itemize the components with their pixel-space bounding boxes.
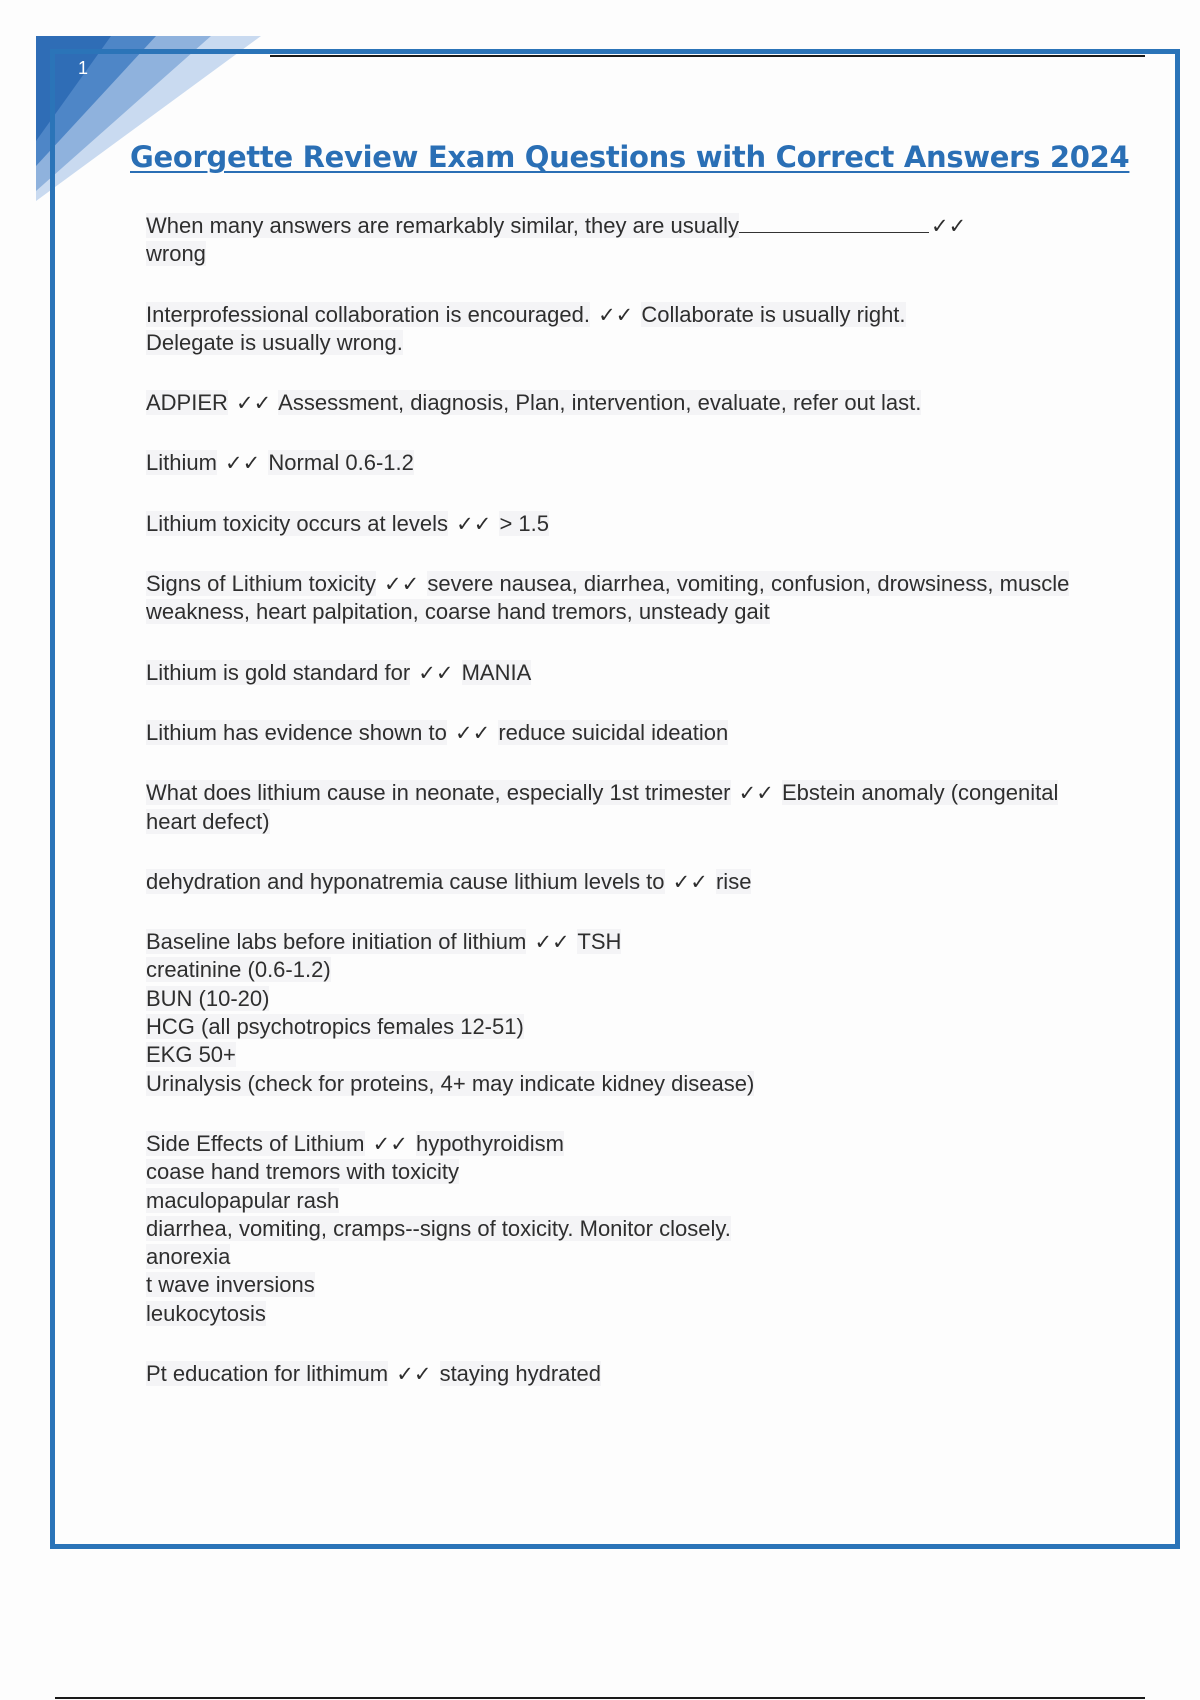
double-check-icon: ✓✓	[456, 511, 492, 536]
question-text: When many answers are remarkably similar, they are usually	[146, 213, 740, 238]
question-text: Lithium is gold standard for	[146, 659, 411, 685]
answer-text: Normal 0.6-1.2	[268, 450, 414, 476]
qa-item	[146, 928, 1076, 1098]
double-check-icon: ✓✓	[534, 930, 570, 955]
double-check-icon: ✓✓	[384, 572, 420, 597]
qa-item	[146, 389, 1076, 417]
double-check-icon: ✓✓	[396, 1362, 432, 1387]
qa-item	[146, 1130, 1076, 1328]
question-text: Side Effects of Lithium	[146, 1130, 365, 1156]
question-text: dehydration and hyponatremia cause lithium levels to	[146, 868, 665, 894]
double-check-icon: ✓✓	[672, 869, 708, 894]
double-check-icon: ✓✓	[236, 391, 272, 416]
double-check-icon: ✓✓	[225, 451, 261, 476]
double-check-icon: ✓✓	[454, 720, 491, 745]
answer-text: reduce suicidal ideation	[498, 719, 729, 745]
footer-rule	[55, 1697, 1145, 1699]
qa-item	[146, 659, 1076, 687]
qa-item	[146, 212, 1076, 269]
qa-item	[146, 510, 1076, 538]
qa-item	[146, 779, 1076, 836]
question-text: Pt education for lithimum	[146, 1361, 389, 1387]
question-text: Interprofessional collaboration is encouraged.	[146, 301, 590, 327]
qa-item	[146, 868, 1076, 896]
answer-text: wrong	[146, 241, 206, 267]
qa-item	[146, 570, 1076, 627]
question-text: Lithium has evidence shown to	[146, 719, 447, 745]
answer-text: severe nausea, diarrhea, vomiting, confusion, drowsiness, muscle weakness, heart palpitation, coarse hand tremors, unsteady gait	[146, 571, 1070, 625]
question-text: Signs of Lithium toxicity	[146, 571, 376, 597]
answer-text: Ebstein anomaly (congenital heart defect)	[146, 780, 1059, 834]
question-text: Lithium toxicity occurs at levels	[146, 510, 448, 536]
double-check-icon: ✓✓	[931, 214, 967, 238]
question-text: Baseline labs before initiation of lithium	[146, 929, 527, 955]
answer-blank	[739, 214, 929, 233]
answer-text: hypothyroidism coase hand tremors with toxicity maculopapular rash diarrhea, vomiting, cramps--signs of toxicity. Monitor closely. anorexia t wave inversions leukocytosis	[146, 1130, 731, 1326]
answer-text: MANIA	[461, 659, 532, 685]
qa-item	[146, 449, 1076, 477]
answer-text: Assessment, diagnosis, Plan, intervention, evaluate, refer out last.	[278, 390, 922, 416]
answer-text: TSH creatinine (0.6-1.2) BUN (10-20) HCG (all psychotropics females 12-51) EKG 50+ Urinalysis (check for proteins, 4+ may indicate kidney disease)	[146, 929, 755, 1096]
page-number: 1	[78, 58, 89, 78]
answer-text: Collaborate is usually right. Delegate is usually wrong.	[146, 301, 906, 355]
qa-item	[146, 719, 1076, 747]
double-check-icon: ✓✓	[372, 1131, 408, 1156]
question-text: Lithium	[146, 450, 217, 476]
question-text: ADPIER	[146, 390, 228, 416]
document-title: Georgette Review Exam Questions with Correct Answers 2024	[130, 140, 1130, 174]
question-text: What does lithium cause in neonate, especially 1st trimester	[146, 780, 731, 806]
double-check-icon: ✓✓	[418, 660, 454, 685]
answer-text: staying hydrated	[439, 1361, 601, 1387]
double-check-icon: ✓✓	[738, 781, 774, 806]
qa-item	[146, 1360, 1076, 1388]
answer-text: > 1.5	[499, 510, 549, 536]
question-answer-list	[146, 212, 1076, 1420]
double-check-icon: ✓✓	[598, 302, 634, 327]
qa-item	[146, 301, 1076, 358]
answer-text: rise	[715, 868, 752, 894]
